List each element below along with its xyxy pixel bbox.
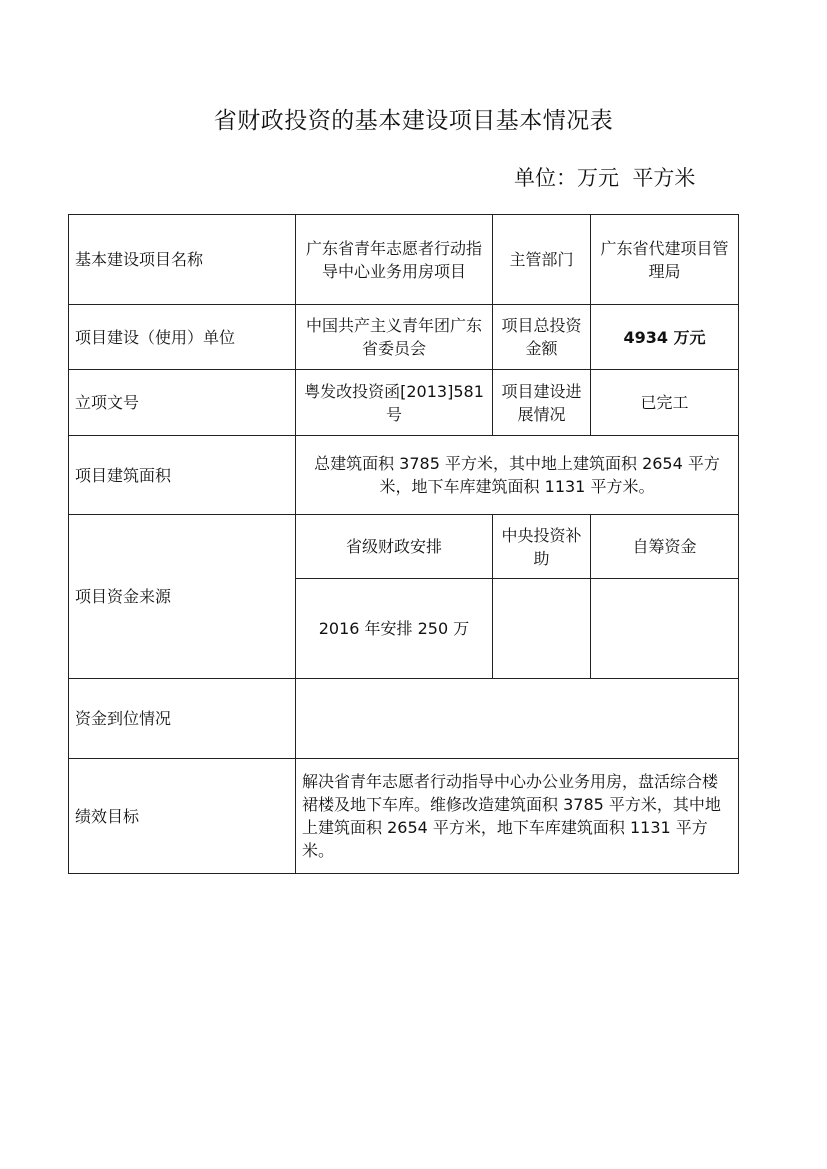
funds-arrival-value: [296, 679, 739, 759]
central-fund-value: [493, 579, 591, 679]
total-investment-value: 4934 万元: [591, 305, 739, 370]
project-name-value: 广东省青年志愿者行动指导中心业务用房项目: [296, 215, 493, 305]
table-row: [69, 436, 739, 515]
fund-source-label: 项目资金来源: [69, 515, 296, 679]
performance-goal-label: 绩效目标: [69, 759, 296, 874]
progress-label: 项目建设进展情况: [493, 370, 591, 436]
table-row: [69, 515, 739, 579]
construction-unit-label: 项目建设（使用）单位: [69, 305, 296, 370]
central-fund-header: 中央投资补助: [493, 515, 591, 579]
building-area-label: 项目建筑面积: [69, 436, 296, 515]
unit-note: 单位：万元 平方米: [514, 166, 696, 190]
construction-unit-value: 中国共产主义青年团广东省委员会: [296, 305, 493, 370]
project-name-label: 基本建设项目名称: [69, 215, 296, 305]
table-row: [69, 305, 739, 370]
funds-arrival-label: 资金到位情况: [69, 679, 296, 759]
dept-label: 主管部门: [493, 215, 591, 305]
self-fund-value: [591, 579, 739, 679]
progress-value: 已完工: [591, 370, 739, 436]
building-area-value: 总建筑面积 3785 平方米，其中地上建筑面积 2654 平方米，地下车库建筑面积 1131 平方米。: [296, 436, 739, 515]
approval-doc-value: 粤发改投资函[2013]581 号: [296, 370, 493, 436]
project-info-table: [68, 214, 739, 874]
performance-goal-value: 解决省青年志愿者行动指导中心办公业务用房，盘活综合楼裙楼及地下车库。维修改造建筑面积 3785 平方米，其中地上建筑面积 2654 平方米，地下车库建筑面积 1131 平方米。: [296, 759, 739, 874]
self-fund-header: 自筹资金: [591, 515, 739, 579]
total-investment-label: 项目总投资金额: [493, 305, 591, 370]
dept-value: 广东省代建项目管理局: [591, 215, 739, 305]
approval-doc-label: 立项文号: [69, 370, 296, 436]
provincial-fund-value: 2016 年安排 250 万: [296, 579, 493, 679]
table-row: [69, 215, 739, 305]
table-row: [69, 679, 739, 759]
table-row: [69, 759, 739, 874]
page-title: 省财政投资的基本建设项目基本情况表: [213, 108, 614, 134]
provincial-fund-header: 省级财政安排: [296, 515, 493, 579]
table-row: [69, 370, 739, 436]
